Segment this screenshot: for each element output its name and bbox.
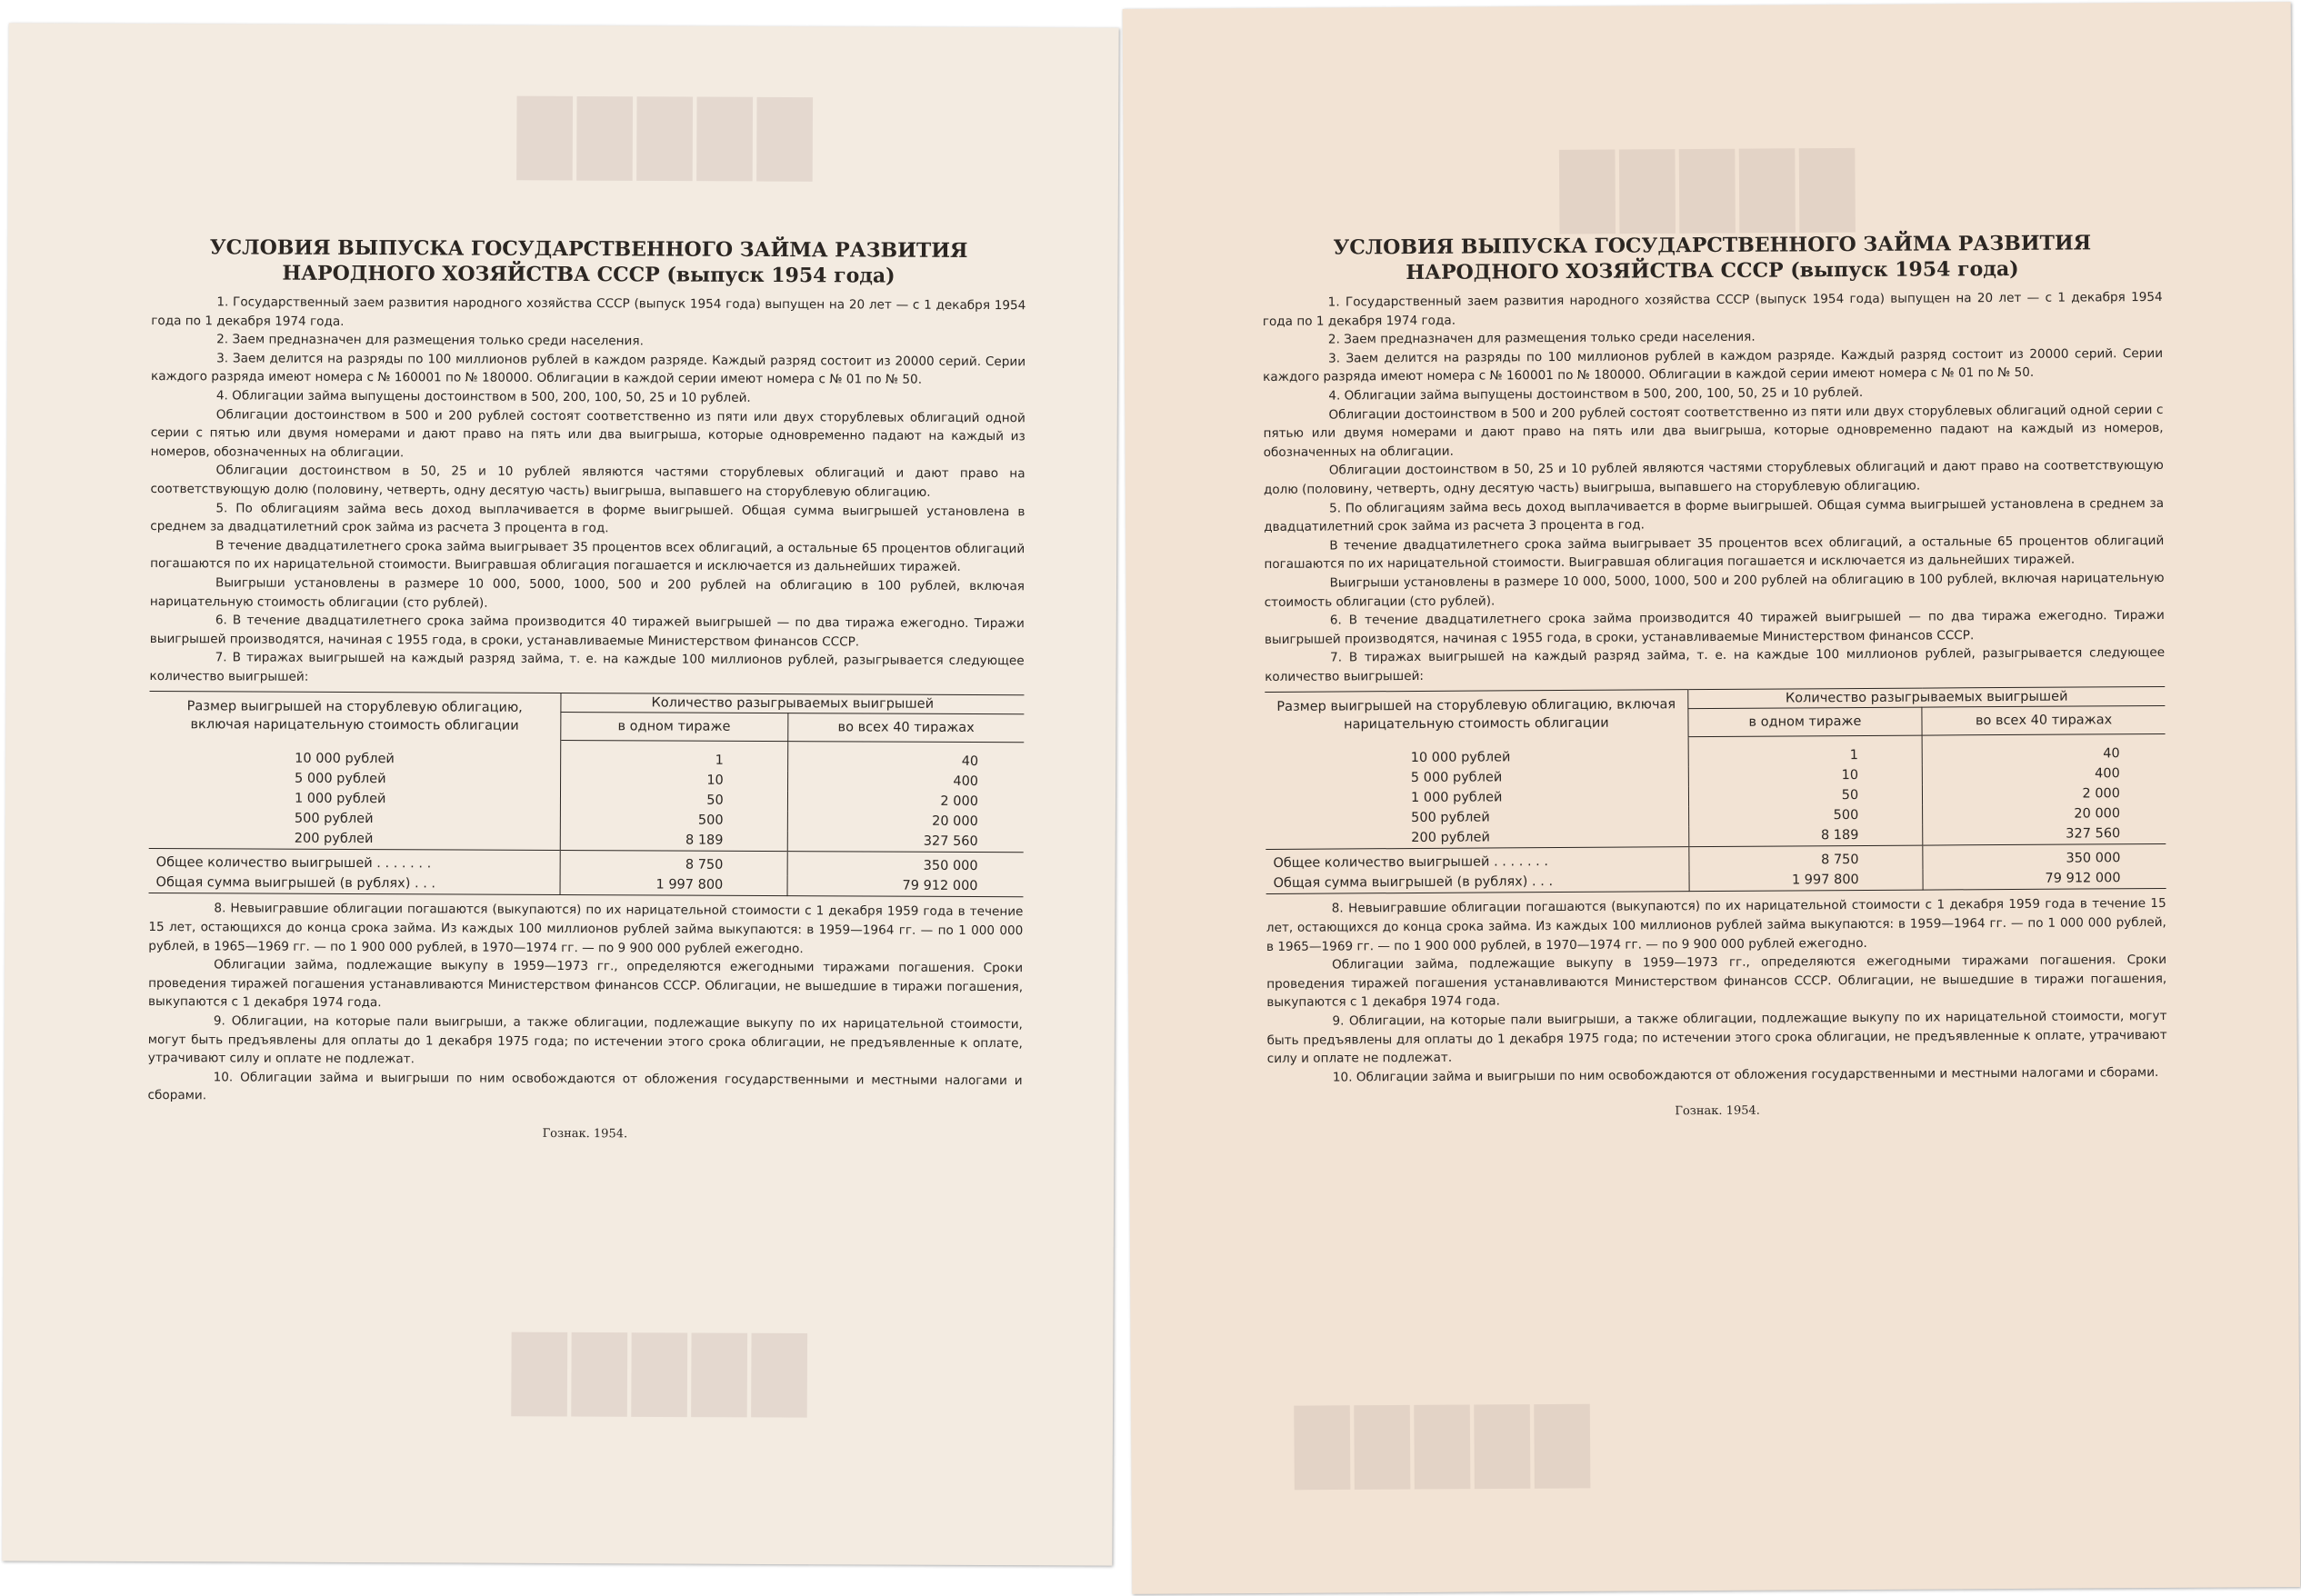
paragraph: Облигации достоинством в 50, 25 и 10 рублей являются частями сторублевых облигаций и дают право на соответствующую долю (половину, четверть, одну десятую часть) выигрыша, выпавшего на сторублевую облигацию. — [1263, 458, 2164, 497]
show-through-serial-bottom: █████ — [1295, 1405, 1596, 1490]
prize-table — [1265, 686, 2166, 894]
prize-count-all: 327 560 — [923, 834, 978, 850]
show-through-serial-bottom: █████ — [512, 1333, 813, 1418]
paragraph: Облигации достоинством в 50, 25 и 10 рублей являются частями сторублевых облигаций и дают право на соответствующую долю (половину, четверть, одну десятую часть) выигрыша, выпавшего на сторублевую облигацию. — [150, 463, 1025, 500]
prize-table-head-group: Количество разыгрываемых выигрышей — [1785, 690, 2068, 706]
printer-imprint: Гознак. 1954. — [1675, 1104, 1760, 1119]
prize-table-head-left: Размер выигрышей на сторублевую облигацию, включая нарицательную стоимость облигации — [149, 692, 560, 741]
paragraph: 1. Государственный заем развития народного хозяйства СССР (выпуск 1954 года) выпущен на 20 лет — с 1 декабря 1954 года по 1 декабря 1974 года. — [1262, 289, 2163, 329]
paragraph: 3. Заем делится на разряды по 100 миллионов рублей в каждом разряде. Каждый разряд состоит из 20000 серий. Серии каждого разряда имеют номера с № 160001 по № 180000. Облигации в каждой серии имеют номера с № 01 по № 50. — [150, 351, 1026, 388]
total-label: Общее количество выигрышей . . . . . . . — [149, 849, 560, 874]
prize-table-col-one: в одном тираже — [560, 713, 787, 742]
total-count-one: 8 750 — [560, 851, 787, 876]
conditions-text-after — [148, 899, 1024, 1109]
paragraph: 2. Заем предназначен для размещения только среди населения. — [1327, 329, 1756, 347]
prize-amount: 10 000 рублей — [149, 739, 560, 770]
prize-amount: 1 000 рублей — [149, 788, 560, 810]
title-line-1: УСЛОВИЯ ВЫПУСКА ГОСУДАРСТВЕННОГО ЗАЙМА РАЗВИТИЯ — [1333, 231, 2092, 260]
show-through-serial-top: █████ — [516, 97, 818, 182]
paragraph: Выигрыши установлены в размере 10 000, 5000, 1000, 500 и 200 рублей на облигацию в 100 рублей, включая нарицательную стоимость облигации (сто рублей). — [1264, 570, 2165, 610]
bond-back-left — [2, 23, 1118, 1565]
paragraph: В течение двадцатилетнего срока займа выигрывает 35 процентов всех облигаций, а остальные 65 процентов облигаций погашаются по их нарицательной стоимости. Выигравшая облигация погашается и исключается из дальнейших тиражей. — [1264, 533, 2165, 573]
paragraph: Облигации достоинством в 500 и 200 рублей состоят соответственно из пяти или двух сторублевых облигаций одной серии с пятью или двумя номерами и дают право на пять или два выигрыша, которые одновременно падают на каждый из номеров, обозначенных на облигации. — [150, 406, 1025, 460]
prize-table-col-all: во всех 40 тиражах — [1922, 706, 2165, 736]
paragraph: Облигации займа, подлежащие выкупу в 1959—1973 гг., определяются ежегодными тиражами погашения. Сроки проведения тиражей погашения устанавливаются Министерством финансов СССР. Облигации, не вышедшие в тиражи погашения, выкупаются с 1 декабря 1974 года. — [147, 957, 1024, 1011]
prize-count-one: 8 189 — [1688, 825, 1923, 847]
prize-count-one: 1 — [560, 741, 787, 772]
paragraph: 5. По облигациям займа весь доход выплачивается в форме выигрышей. Общая сумма выигрышей установлена в среднем за двадцатилетний срок займа из расчета 3 процента в год. — [1264, 495, 2165, 535]
paragraph: 5. По облигациям займа весь доход выплачивается в форме выигрышей. Общая сумма выигрышей установлена в среднем за двадцатилетний срок займа из расчета 3 процента в год. — [150, 500, 1025, 536]
prize-count-one: 500 — [560, 810, 787, 831]
prize-count-one: 50 — [560, 790, 787, 811]
document-title — [1262, 230, 2162, 286]
prize-count-all: 327 560 — [2066, 826, 2121, 843]
total-count-one: 8 750 — [1689, 846, 1924, 872]
prize-table — [149, 691, 1025, 897]
table-row — [149, 739, 1024, 773]
paragraph: Облигации займа, подлежащие выкупу в 1959—1973 гг., определяются ежегодными тиражами погашения. Сроки проведения тиражей погашения устанавливаются Министерством финансов СССР. Облигации, не вышедшие в тиражи погашения, выкупаются с 1 декабря 1974 года. — [1266, 953, 2167, 1011]
prize-count-one: 8 189 — [560, 830, 787, 852]
paragraph: 4. Облигации займа выпущены достоинством в 500, 200, 100, 50, 25 и 10 рублей. — [1328, 384, 1864, 404]
paragraph: 3. Заем делится на разряды по 100 миллионов рублей в каждом разряде. Каждый разряд состоит из 20000 серий. Серии каждого разряда имеют номера с № 160001 по № 180000. Облигации в каждой серии имеют номера с № 01 по № 50. — [1263, 345, 2164, 385]
total-count-all: 79 912 000 — [1923, 868, 2166, 890]
paragraph: 4. Облигации займа выпущены достоинством в 500, 200, 100, 50, 25 и 10 рублей. — [215, 388, 751, 405]
prize-count-one: 10 — [560, 770, 787, 791]
paragraph: 9. Облигации, на которые пали выигрыши, а также облигации, подлежащие выкупу по их нарицательной стоимости, могут быть предъявлены для оплаты до 1 декабря 1975 года; по истечении этого срока облигации, не предъявленные к оплате, утрачивают силу и оплате не подлежат. — [147, 1013, 1023, 1067]
prize-count-all: 20 000 — [2074, 806, 2121, 823]
prize-count-all: 40 — [961, 754, 979, 770]
total-count-all: 79 912 000 — [787, 876, 1024, 898]
paragraph: 9. Облигации, на которые пали выигрыши, а также облигации, подлежащие выкупу по их нарицательной стоимости, могут быть предъявлены для оплаты до 1 декабря 1975 года; по истечении этого срока облигации, не предъявленные к оплате, утрачивают силу и оплате не подлежат. — [1266, 1008, 2167, 1067]
show-through-serial-top: █████ — [1559, 149, 1861, 234]
prize-table-col-all: во всех 40 тиражах — [787, 713, 1024, 743]
document-body — [1262, 230, 2167, 1121]
paragraph: 10. Облигации займа и выигрыши по ним освобождаются от обложения государственными и местными налогами и сборами. — [1332, 1064, 2159, 1085]
document-title — [151, 234, 1025, 289]
prize-count-one: 50 — [1688, 785, 1923, 807]
paragraph: 6. В течение двадцатилетнего срока займа производится 40 тиражей выигрышей — по два тиража ежегодно. Тиражи выигрышей производятся, начиная с 1955 года, в сроки, устанавливаемые Министерством финансов СССР. — [149, 613, 1025, 650]
conditions-text — [1263, 288, 2166, 687]
prize-count-one: 500 — [1688, 805, 1923, 827]
prize-count-all: 2 000 — [940, 794, 979, 810]
paragraph: Облигации достоинством в 500 и 200 рублей состоят соответственно из пяти или двух сторублевых облигаций одной серии с пятью или двумя номерами и дают право на пять или два выигрыша, которые одновременно падают на каждый из номеров, обозначенных на облигации. — [1263, 402, 2164, 460]
title-line-2: НАРОДНОГО ХОЗЯЙСТВА СССР (выпуск 1954 года) — [282, 261, 895, 288]
prize-count-one: 10 — [1688, 765, 1923, 787]
prize-amount: 500 рублей — [149, 808, 560, 830]
prize-count-one: 1 — [1688, 736, 1923, 767]
paragraph: 7. В тиражах выигрышей на каждый разряд займа, т. е. на каждые 100 миллионов рублей, разыгрывается следующее количество выигрышей: — [149, 650, 1025, 684]
prize-table-col-one: в одном тираже — [1688, 708, 1923, 738]
prize-amount: 5 000 рублей — [1266, 767, 1688, 790]
paragraph: 10. Облигации займа и выигрыши по ним освобождаются от обложения государственными и местными налогами и сборами. — [147, 1070, 1023, 1103]
table-row-total — [1266, 868, 2166, 894]
prize-table-head-group: Количество разыгрываемых выигрышей — [651, 695, 935, 713]
total-label: Общее количество выигрышей . . . . . . . — [1266, 847, 1688, 873]
total-label: Общая сумма выигрышей (в рублях) . . . — [149, 873, 560, 894]
title-line-1: УСЛОВИЯ ВЫПУСКА ГОСУДАРСТВЕННОГО ЗАЙМА РАЗВИТИЯ — [209, 235, 968, 263]
total-count-all: 350 000 — [787, 852, 1024, 877]
prize-count-all: 400 — [2095, 766, 2120, 782]
total-label: Общая сумма выигрышей (в рублях) . . . — [1266, 872, 1689, 894]
paragraph: Выигрыши установлены в размере 10 000, 5000, 1000, 500 и 200 рублей на облигацию в 100 рублей, включая нарицательную стоимость облигации (сто рублей). — [149, 575, 1025, 611]
prize-amount: 200 рублей — [1266, 827, 1688, 850]
paragraph: В течение двадцатилетнего срока займа выигрывает 35 процентов всех облигаций, а остальные 65 процентов облигаций погашаются по их нарицательной стоимости. Выигравшая облигация погашается и исключается из дальнейших тиражей. — [150, 538, 1025, 575]
paragraph: 2. Заем предназначен для размещения только среди населения. — [216, 332, 644, 349]
total-count-one: 1 997 800 — [1689, 870, 1924, 892]
conditions-text — [150, 293, 1026, 690]
paragraph: 7. В тиражах выигрышей на каждый разряд займа, т. е. на каждые 100 миллионов рублей, разыгрывается следующее количество выигрышей: — [1265, 645, 2166, 684]
paragraph: 8. Невыигравшие облигации погашаются (выкупаются) по их нарицательной стоимости с 1 декабря 1959 года в течение 15 лет, остающихся до конца срока займа. Из каждых 100 миллионов рублей займа выкупаются: в 1959—1964 гг. — по 1 000 000 рублей, в 1965—1969 гг. — по 1 900 000 рублей, в 1970—1974 гг. — по 9 900 000 рублей ежегодно. — [148, 901, 1024, 956]
prize-amount: 5 000 рублей — [149, 768, 560, 790]
prize-count-all: 2 000 — [2082, 786, 2121, 802]
prize-table-head-left: Размер выигрышей на сторублевую облигацию, включая нарицательную стоимость облигации — [1265, 690, 1688, 740]
paragraph: 8. Невыигравшие облигации погашаются (выкупаются) по их нарицательной стоимости с 1 декабря 1959 года в течение 15 лет, остающихся до конца срока займа. Из каждых 100 миллионов рублей займа выкупаются: в 1959—1964 гг. — по 1 000 000 рублей, в 1965—1969 гг. — по 1 900 000 рублей, в 1970—1974 гг. — по 9 900 000 рублей ежегодно. — [1266, 896, 2166, 954]
document-body — [147, 234, 1025, 1142]
paragraph: 1. Государственный заем развития народного хозяйства СССР (выпуск 1954 года) выпущен на 20 лет — с 1 декабря 1954 года по 1 декабря 1974 года. — [151, 294, 1026, 329]
prize-count-all: 400 — [953, 774, 979, 790]
total-count-one: 1 997 800 — [560, 874, 787, 896]
prize-amount: 1 000 рублей — [1266, 787, 1688, 810]
total-count-all: 350 000 — [1923, 844, 2166, 870]
printer-imprint: Гознак. 1954. — [542, 1126, 628, 1142]
prize-amount: 500 рублей — [1266, 807, 1688, 830]
paragraph: 6. В течение двадцатилетнего срока займа производится 40 тиражей выигрышей — по два тиража ежегодно. Тиражи выигрышей производятся, начиная с 1955 года, в сроки, устанавливаемые Министерством финансов СССР. — [1264, 608, 2165, 647]
bond-back-right — [1123, 2, 2301, 1594]
prize-amount: 200 рублей — [149, 828, 560, 850]
conditions-text-after — [1266, 894, 2167, 1087]
title-line-2: НАРОДНОГО ХОЗЯЙСТВА СССР (выпуск 1954 года) — [1406, 256, 2019, 285]
prize-amount: 10 000 рублей — [1266, 737, 1688, 769]
prize-count-all: 20 000 — [932, 814, 978, 830]
prize-count-all: 40 — [2103, 746, 2120, 762]
table-row-total — [149, 849, 1024, 877]
table-row-total — [149, 873, 1024, 897]
